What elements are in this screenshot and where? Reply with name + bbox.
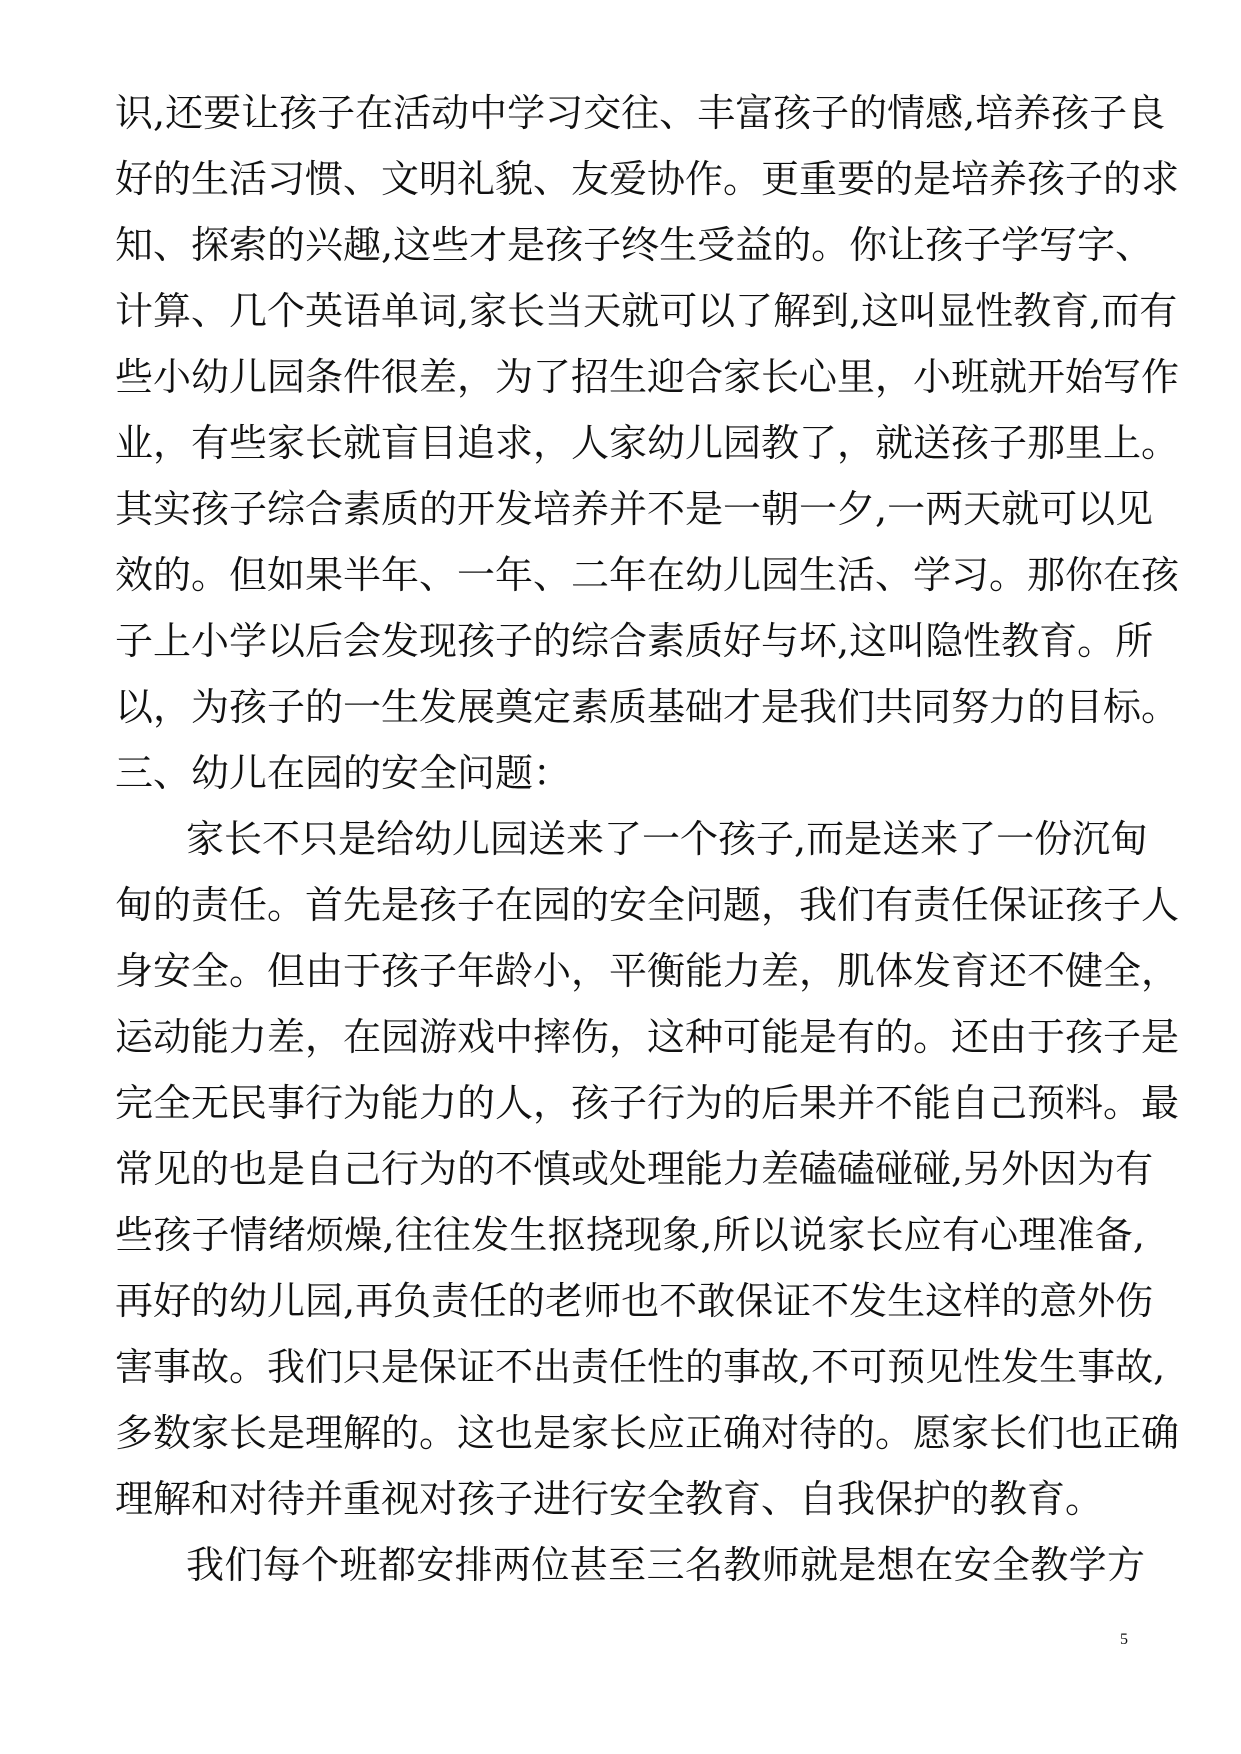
- text-line: 好的生活习惯、文明礼貌、友爱协作。更重要的是培养孩子的求: [115, 157, 1180, 201]
- text-line: 业，有些家长就盲目追求，人家幼儿园教了，就送孩子那里上。: [115, 421, 1180, 465]
- text-line: 家长不只是给幼儿园送来了一个孩子,而是送来了一份沉甸: [186, 817, 1149, 861]
- text-line: 些孩子情绪烦燥,往往发生抠挠现象,所以说家长应有心理准备,: [115, 1213, 1145, 1257]
- text-line: 常见的也是自己行为的不慎或处理能力差磕磕碰碰,另外因为有: [115, 1147, 1154, 1191]
- text-line: 计算、几个英语单词,家长当天就可以了解到,这叫显性教育,而有: [115, 289, 1178, 333]
- text-line: 其实孩子综合素质的开发培养并不是一朝一夕,一两天就可以见: [115, 487, 1154, 531]
- text-line: 身安全。但由于孩子年龄小，平衡能力差，肌体发育还不健全，: [115, 949, 1180, 993]
- text-line: 效的。但如果半年、一年、二年在幼儿园生活、学习。那你在孩: [115, 553, 1180, 597]
- text-line: 完全无民事行为能力的人，孩子行为的后果并不能自己预料。最: [115, 1081, 1180, 1125]
- page-number: 5: [1120, 1631, 1128, 1648]
- text-line: 识,还要让孩子在活动中学习交往、丰富孩子的情感,培养孩子良: [115, 91, 1166, 135]
- text-line: 我们每个班都安排两位甚至三名教师就是想在安全教学方: [186, 1543, 1145, 1587]
- text-line: 多数家长是理解的。这也是家长应正确对待的。愿家长们也正确: [115, 1411, 1180, 1455]
- text-line: 子上小学以后会发现孩子的综合素质好与坏,这叫隐性教育。所: [115, 619, 1154, 663]
- text-line: 甸的责任。首先是孩子在园的安全问题，我们有责任保证孩子人: [115, 883, 1180, 927]
- text-line: 害事故。我们只是保证不出责任性的事故,不可预见性发生事故,: [115, 1345, 1166, 1389]
- text-line: 理解和对待并重视对孩子进行安全教育、自我保护的教育。: [115, 1477, 1104, 1521]
- text-line: 些小幼儿园条件很差，为了招生迎合家长心里，小班就开始写作: [115, 355, 1180, 399]
- section-heading: 三、幼儿在园的安全问题：: [115, 751, 572, 795]
- text-line: 再好的幼儿园,再负责任的老师也不敢保证不发生这样的意外伤: [115, 1279, 1154, 1323]
- text-line: 以，为孩子的一生发展奠定素质基础才是我们共同努力的目标。: [115, 685, 1180, 729]
- text-line: 运动能力差，在园游戏中摔伤，这种可能是有的。还由于孩子是: [115, 1015, 1180, 1059]
- text-line: 知、探索的兴趣,这些才是孩子终生受益的。你让孩子学写字、: [115, 223, 1154, 267]
